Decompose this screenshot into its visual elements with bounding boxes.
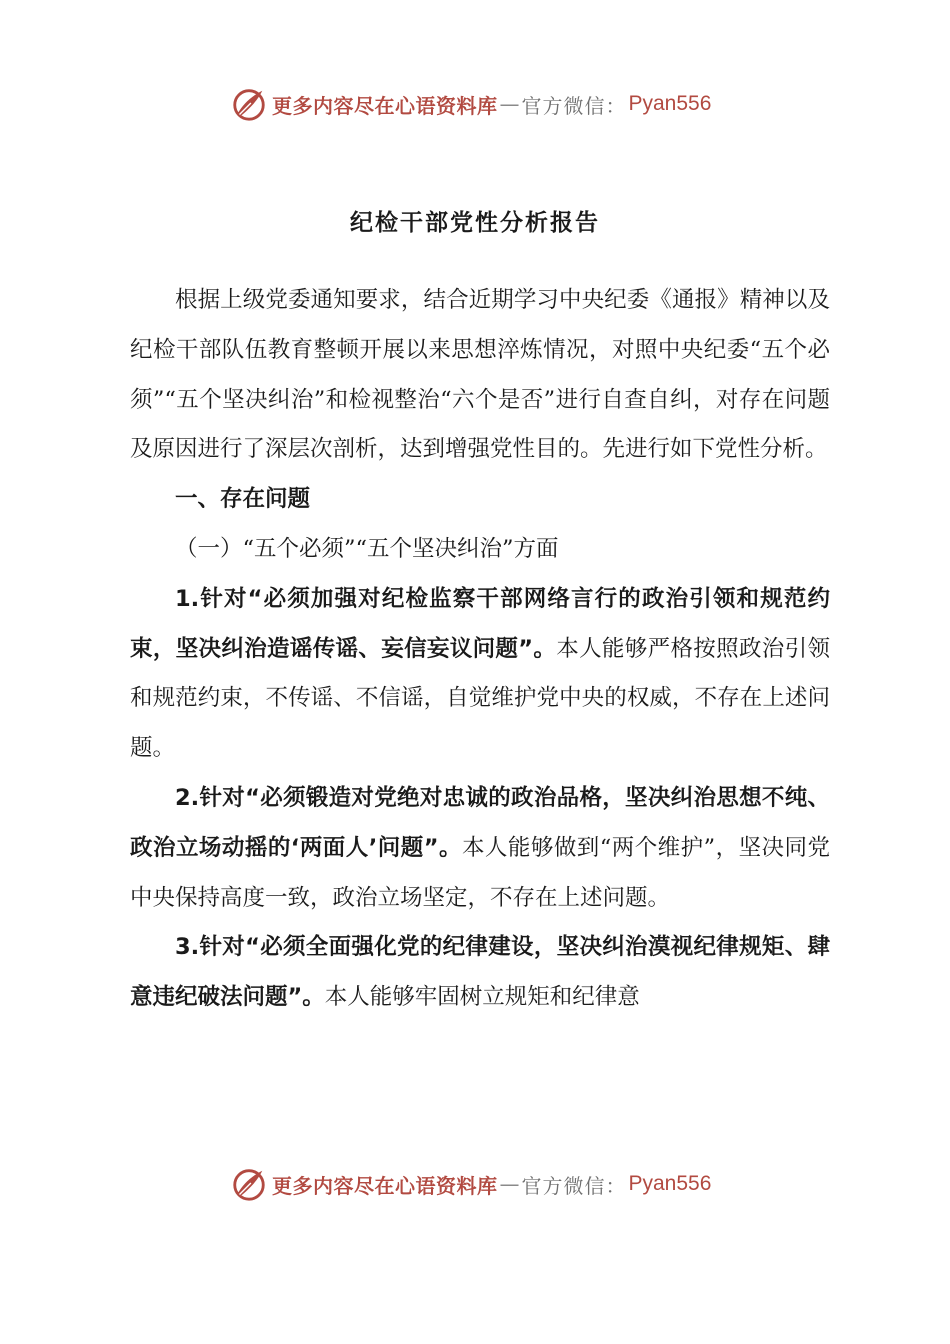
list-item <box>130 774 830 923</box>
document-title: 纪检干部党性分析报告 <box>350 210 600 236</box>
list-item <box>130 575 830 774</box>
subsection-heading: （一）“五个必须”“五个坚决纠治”方面 <box>175 535 559 562</box>
item-body: 本人能够严格按照政治引领和规范约束，不传谣、不信谣，自觉维护党中央的权威，不存在上述问题。 <box>130 635 830 762</box>
list-item <box>130 923 830 1023</box>
item-lead: 3.针对“必须全面强化党的纪律建设，坚决纠治漠视纪律规矩、肆意违纪破法问题”。 <box>130 934 830 1011</box>
intro-paragraph: 根据上级党委通知要求，结合近期学习中央纪委《通报》精神以及纪检干部队伍教育整顿开展以来思想淬炼情况，对照中央纪委“五个必须”“五个坚决纠治”和检视整治“六个是否”进行自查自纠，对存在问题及原因进行了深层次剖析，达到增强党性目的。先进行如下党性分析。 <box>130 287 830 463</box>
watermark-wechat-id: Pyan556 <box>628 92 712 115</box>
watermark-separator: — <box>499 1172 520 1196</box>
watermark-wechat-label: 官方微信： <box>521 1173 627 1198</box>
item-body: 本人能够做到“两个维护”，坚决同党中央保持高度一致，政治立场坚定，不存在上述问题。 <box>130 834 830 911</box>
watermark-wechat-label: 官方微信： <box>521 93 627 118</box>
document-body <box>130 276 830 1023</box>
watermark-separator: — <box>499 92 520 116</box>
section-heading: 一、存在问题 <box>175 486 311 513</box>
feather-pen-logo-icon <box>230 85 268 123</box>
top-watermark-banner <box>230 84 711 124</box>
bottom-watermark-banner <box>230 1164 711 1204</box>
item-lead: 1.针对“必须加强对纪检监察干部网络言行的政治引领和规范约束，坚决纠治造谣传谣、妄信妄议问题”。 <box>130 585 830 662</box>
watermark-wechat-id: Pyan556 <box>628 1172 712 1195</box>
watermark-brand-text: 更多内容尽在心语资料库 <box>272 93 498 118</box>
feather-pen-logo-icon <box>230 1165 268 1203</box>
item-body: 本人能够牢固树立规矩和纪律意 <box>324 984 640 1011</box>
watermark-brand-text: 更多内容尽在心语资料库 <box>272 1173 498 1198</box>
item-lead: 2.针对“必须锻造对党绝对忠诚的政治品格，坚决纠治思想不纯、政治立场动摇的‘两面人’问题”。 <box>130 784 830 861</box>
